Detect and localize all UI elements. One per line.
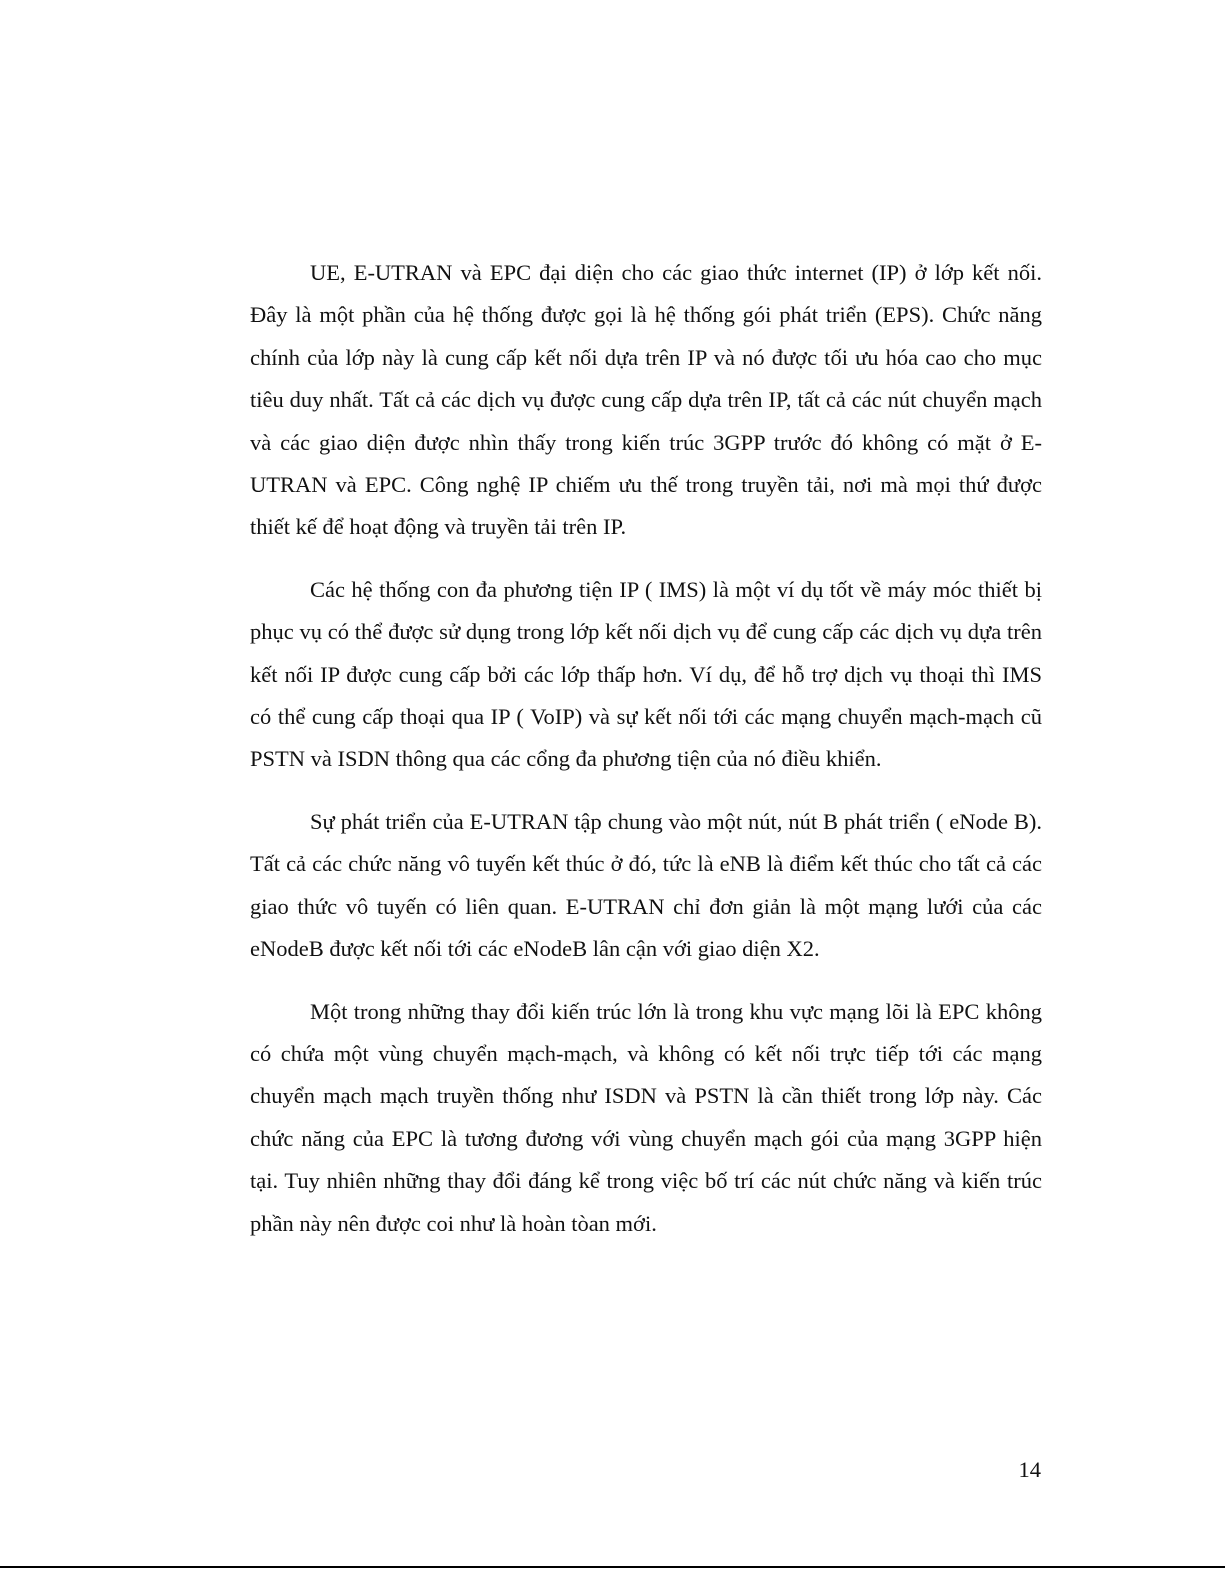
paragraph-1: UE, E-UTRAN và EPC đại diện cho các giao thức internet (IP) ở lớp kết nối. Đây là một phần của hệ thống được gọi là hệ thống gói phát triển (EPS). Chức năng chính của lớp này là cung cấp kết nối dựa trên IP và nó được tối ưu hóa cao cho mục tiêu duy nhất. Tất cả các dịch vụ được cung cấp dựa trên IP, tất cả các nút chuyển mạch và các giao diện được nhìn thấy trong kiến trúc 3GPP trước đó không có mặt ở E-UTRAN và EPC. Công nghệ IP chiếm ưu thế trong truyền tải, nơi mà mọi thứ được thiết kế để hoạt động và truyền tải trên IP. [250, 260, 1042, 540]
body-text [250, 252, 1042, 1245]
paragraph-4: Một trong những thay đổi kiến trúc lớn là trong khu vực mạng lõi là EPC không có chứa một vùng chuyển mạch-mạch, và không có kết nối trực tiếp tới các mạng chuyển mạch mạch truyền thống như ISDN và PSTN là cần thiết trong lớp này. Các chức năng của EPC là tương đương với vùng chuyển mạch gói của mạng 3GPP hiện tại. Tuy nhiên những thay đổi đáng kể trong việc bố trí các nút chức năng và kiến trúc phần này nên được coi như là hoàn tòan mới. [250, 998, 1042, 1236]
page-number: 14 [1018, 1457, 1041, 1482]
paragraph-3: Sự phát triển của E-UTRAN tập chung vào một nút, nút B phát triển ( eNode B). Tất cả các chức năng vô tuyến kết thúc ở đó, tức là eNB là điểm kết thúc cho tất cả các giao thức vô tuyến có liên quan. E-UTRAN chỉ đơn giản là một mạng lưới của các eNodeB được kết nối tới các eNodeB lân cận với giao diện X2. [250, 808, 1042, 962]
paragraph-2: Các hệ thống con đa phương tiện IP ( IMS) là một ví dụ tốt về máy móc thiết bị phục vụ có thể được sử dụng trong lớp kết nối dịch vụ để cung cấp các dịch vụ dựa trên kết nối IP được cung cấp bởi các lớp thấp hơn. Ví dụ, để hỗ trợ dịch vụ thoại thì IMS có thể cung cấp thoại qua IP ( VoIP) và sự kết nối tới các mạng chuyển mạch-mạch cũ PSTN và ISDN thông qua các cổng đa phương tiện của nó điều khiển. [250, 576, 1042, 772]
page-bottom-border [0, 1566, 1225, 1568]
